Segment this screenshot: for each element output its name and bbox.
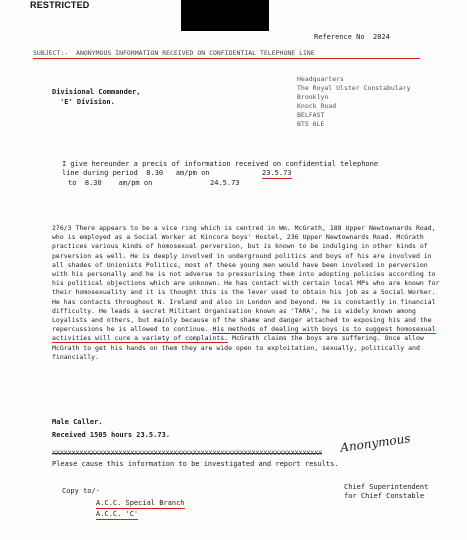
intro-line-3: to 8.30 am/pm on bbox=[68, 179, 153, 187]
subject-line: SUBJECT:- ANONYMOUS INFORMATION RECEIVED ON CONFIDENTIAL TELEPHONE LINE bbox=[33, 49, 420, 59]
signoff-line-1: Chief Superintendent bbox=[344, 483, 429, 491]
caller-type: Male Caller. bbox=[52, 418, 103, 426]
reference-number: Reference No 2024 bbox=[314, 33, 390, 41]
address-line-1: Headquarters bbox=[297, 75, 344, 83]
address-line-6: BT5 6LE bbox=[297, 120, 325, 128]
classification-stamp: RESTRICTED bbox=[30, 0, 90, 10]
report-body-text-2: McGrath claims the boys are suffering. Once allow McGrath to get his hands on them they are wide open to exploitation, sexually, politically and financially. bbox=[52, 334, 424, 361]
redaction-box bbox=[181, 0, 269, 31]
addressee-line-1: Divisional Commander, bbox=[52, 88, 141, 96]
addressee-line-2: 'E' Division. bbox=[60, 98, 115, 106]
intro-date-to: 24.5.73 bbox=[210, 179, 240, 187]
report-body-text-1: 276/3 There appears to be a vice ring which is centred in Wm. McGrath, 188 Upper Newtownards Road, who is employed as a Social Worker at Kincora boys' Hostel, 236 Upper Newtownards Road. McGrath practices various kinds of homosexual perversion, but is known to be indulging in other kinds of perversion as well. He is deeply involved in underground politics and boys of his are involved in all shades of Unionists Politics, most of these young men would have been involved in perversion with his personally and he is not adverse to pressurising them into adopting policies according to his political objections which are unknown. He has contact with certain local MPs who are known for their homosexuality and it is thought this is the lever used to obtain his job as a Social Worker. He has contacts throughout N. Ireland and also in London and beyond. He is constantly in financial difficulty. He leads a secret Militant Organisation known as 'TARA', he is widely known among Loyalists and others, but mainly because of the shame and danger attached to exposing his and the repercussions he is allowed to continue. bbox=[52, 224, 440, 334]
intro-line-1: I give hereunder a precis of information received on confidential telephone bbox=[62, 160, 379, 168]
address-line-5: BELFAST bbox=[297, 111, 325, 119]
handwritten-signature: Anonymous bbox=[339, 431, 412, 455]
instruction-line: Please cause this information to be investigated and report results. bbox=[52, 460, 339, 468]
address-line-3: Brooklyn bbox=[297, 93, 329, 101]
intro-line-2: line during period 8.30 am/pm on bbox=[62, 169, 210, 177]
intro-date-from: 23.5.73 bbox=[262, 169, 292, 177]
report-body-underlined: His methods of dealing with boys is to suggest homosexual activities will cure a variety of complaints. bbox=[52, 325, 436, 343]
struck-out-line: XXXXXXXXXXXXXXXXXXXXXXXXXXXXXXXXXXXXXXXXXXXXXXXXXXXXXXXXXXXXXXXXXXXXX bbox=[52, 449, 323, 457]
copy-to-recipient-1: A.C.C. Special Branch bbox=[96, 499, 185, 507]
signoff-line-2: for Chief Constable bbox=[344, 492, 425, 500]
address-line-2: The Royal Ulster Constabulary bbox=[297, 84, 411, 92]
report-body bbox=[52, 224, 444, 362]
address-line-4: Knock Road bbox=[297, 102, 337, 110]
received-time: Received 1505 hours 23.5.73. bbox=[52, 431, 171, 439]
copy-to-label: Copy to/- bbox=[62, 487, 100, 495]
copy-to-recipient-2: A.C.C. 'C' bbox=[96, 510, 139, 518]
